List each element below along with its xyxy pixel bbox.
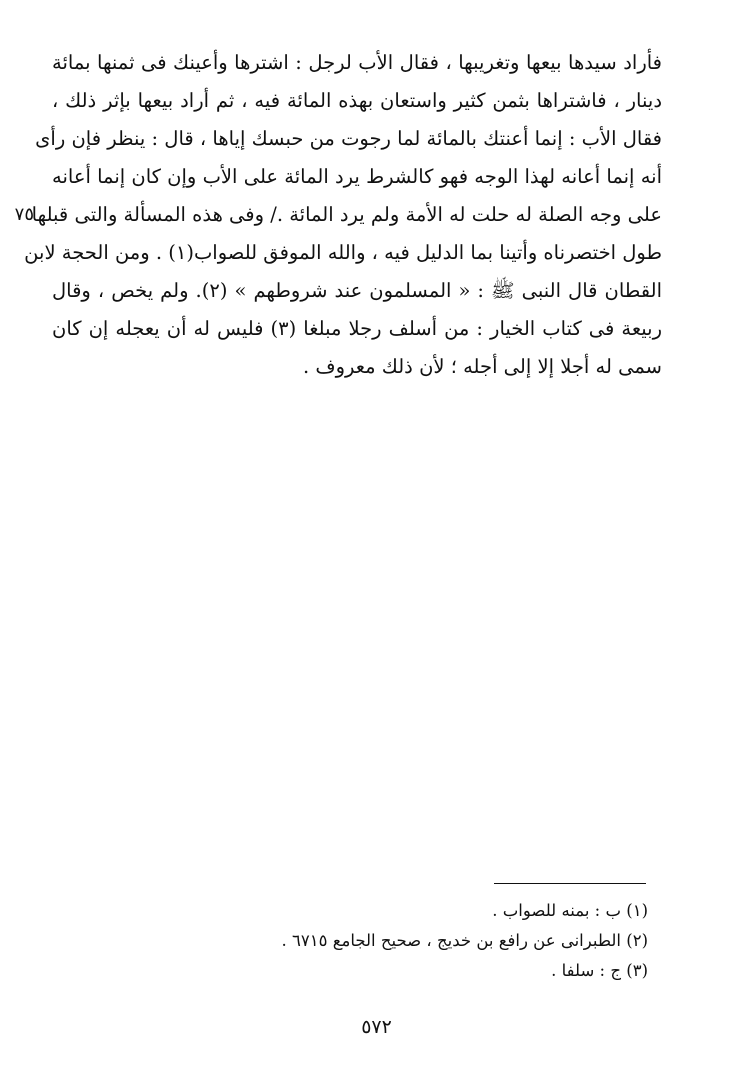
text-line-3: فقال الأب : إنما أعنتك بالمائة لما رجوت من حبسك إياها ، قال : ينظر فإن رأى bbox=[35, 127, 662, 150]
margin-line-number: ٧٥ bbox=[14, 204, 34, 225]
text-line-2: دينار ، فاشتراها بثمن كثير واستعان بهذه المائة فيه ، ثم أراد بيعها بإثر ذلك ، bbox=[52, 89, 662, 112]
text-line-8: ربيعة فى كتاب الخيار : من أسلف رجلا مبلغا (٣) فليس له أن يعجله إن كان bbox=[52, 317, 662, 340]
page-number: ٥٧٢ bbox=[361, 1016, 392, 1038]
footnote-divider bbox=[494, 883, 646, 884]
footnote-1: (١) ب : بمنه للصواب . bbox=[492, 901, 648, 920]
main-text bbox=[14, 44, 663, 386]
footnote-2: (٢) الطبرانى عن رافع بن خديج ، صحيح الجامع ٦٧١٥ . bbox=[281, 931, 648, 950]
text-line-7: القطان قال النبى ﷺ : « المسلمون عند شروطهم » (٢). ولم يخص ، وقال bbox=[52, 279, 663, 302]
text-line-6: طول اختصرناه وأتينا بما الدليل فيه ، والله الموفق للصواب(١) . ومن الحجة لابن bbox=[24, 241, 662, 264]
text-line-1: فأراد سيدها بيعها وتغريبها ، فقال الأب لرجل : اشترها وأعينك فى ثمنها بمائة bbox=[52, 51, 662, 74]
text-line-5: على وجه الصلة له حلت له الأمة ولم يرد المائة ./ وفى هذه المسألة والتى قبلها bbox=[31, 203, 662, 226]
text-line-5-wrapper bbox=[14, 196, 662, 234]
text-line-4: أنه إنما أعانه لهذا الوجه فهو كالشرط يرد المائة على الأب وإن كان إنما أعانه bbox=[52, 165, 662, 188]
footnotes bbox=[148, 896, 648, 986]
footnote-3: (٣) ج : سلفا . bbox=[551, 961, 648, 980]
text-line-9: سمى له أجلا إلا إلى أجله ؛ لأن ذلك معروف . bbox=[302, 355, 662, 378]
